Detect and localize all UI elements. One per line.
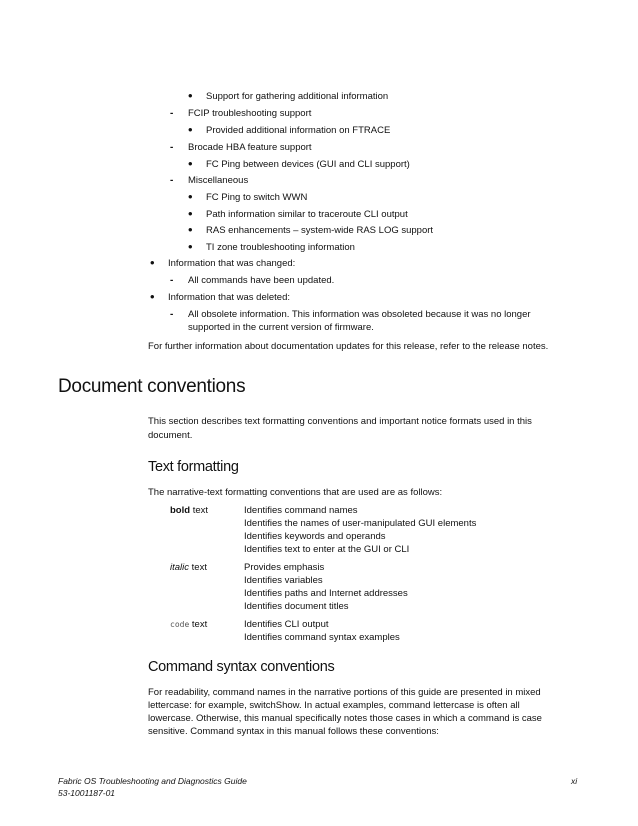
list-item: Path information similar to traceroute CLI output [206,209,408,220]
list-item: Information that was deleted: [168,292,290,303]
section-intro-line: This section describes text formatting conventions and important notice formats used in this [148,416,532,427]
list-item: Information that was changed: [168,258,296,269]
bullet-marker: • [188,156,193,171]
term-description: Identifies variables [244,575,323,586]
footer-doc-number: 53-1001187-01 [58,788,116,798]
text-formatting-intro: The narrative-text formatting conventions that are used are as follows: [148,487,443,498]
term-description: Identifies text to enter at the GUI or CLI [244,544,410,555]
term-bold [170,504,208,517]
list-item: All obsolete information. This information was obsoleted because it was no longer [188,309,531,320]
term-description: Identifies keywords and operands [244,531,386,542]
bullet-marker: • [188,88,193,103]
dash-marker: - [170,275,174,286]
term-description: Provides emphasis [244,562,325,573]
term-description: Identifies paths and Internet addresses [244,588,408,599]
list-item: FCIP troubleshooting support [188,108,312,119]
term-description: Identifies command syntax examples [244,632,400,643]
list-item: Miscellaneous [188,175,249,186]
term-description: Identifies CLI output [244,619,329,630]
command-syntax-line: sensitive. Command syntax in this manual follows these conventions: [148,726,439,737]
term-suffix: text [189,562,207,573]
term-word: bold [170,505,191,516]
dash-marker: - [170,108,174,119]
bullet-marker: • [188,239,193,254]
bullet-marker: • [188,206,193,221]
term-code [170,618,207,631]
bullet-marker: • [188,222,193,237]
section-heading: Document conventions [58,376,246,397]
dash-marker: - [170,309,174,320]
term-suffix: text [189,619,208,630]
section-intro-line: document. [148,430,193,441]
list-item: RAS enhancements – system-wide RAS LOG support [206,225,434,236]
command-syntax-line: lowercase. Otherwise, this manual specifically notes those cases in which a command is case [148,713,542,724]
term-italic [170,561,207,574]
footer-page-number: xi [571,776,578,786]
list-item: FC Ping between devices (GUI and CLI support) [206,159,410,170]
term-suffix: text [190,505,209,516]
text-formatting-heading: Text formatting [148,459,239,475]
list-item: Brocade HBA feature support [188,142,312,153]
dash-marker: - [170,142,174,153]
term-description: Identifies command names [244,505,358,516]
list-item: Support for gathering additional information [206,91,389,102]
footer-title: Fabric OS Troubleshooting and Diagnostics Guide [58,776,247,786]
dash-marker: - [170,175,174,186]
term-word: italic [170,562,190,573]
bullet-marker: • [150,255,155,270]
list-item-continuation: supported in the current version of firmware. [188,322,374,333]
list-item: FC Ping to switch WWN [206,192,308,203]
command-syntax-line: For readability, command names in the narrative portions of this guide are presented in mixed [148,687,541,698]
term-description: Identifies document titles [244,601,349,612]
list-item: Provided additional information on FTRACE [206,125,391,136]
bullet-marker: • [188,189,193,204]
further-info-text: For further information about documentation updates for this release, refer to the release notes. [148,341,549,352]
command-syntax-line: lettercase: for example, switchShow. In actual examples, command lettercase is often all [148,700,520,711]
bullet-marker: • [188,122,193,137]
list-item: All commands have been updated. [188,275,335,286]
command-syntax-heading: Command syntax conventions [148,659,335,675]
term-description: Identifies the names of user-manipulated GUI elements [244,518,477,529]
term-word: code [170,620,190,629]
bullet-marker: • [150,289,155,304]
list-item: TI zone troubleshooting information [206,242,355,253]
